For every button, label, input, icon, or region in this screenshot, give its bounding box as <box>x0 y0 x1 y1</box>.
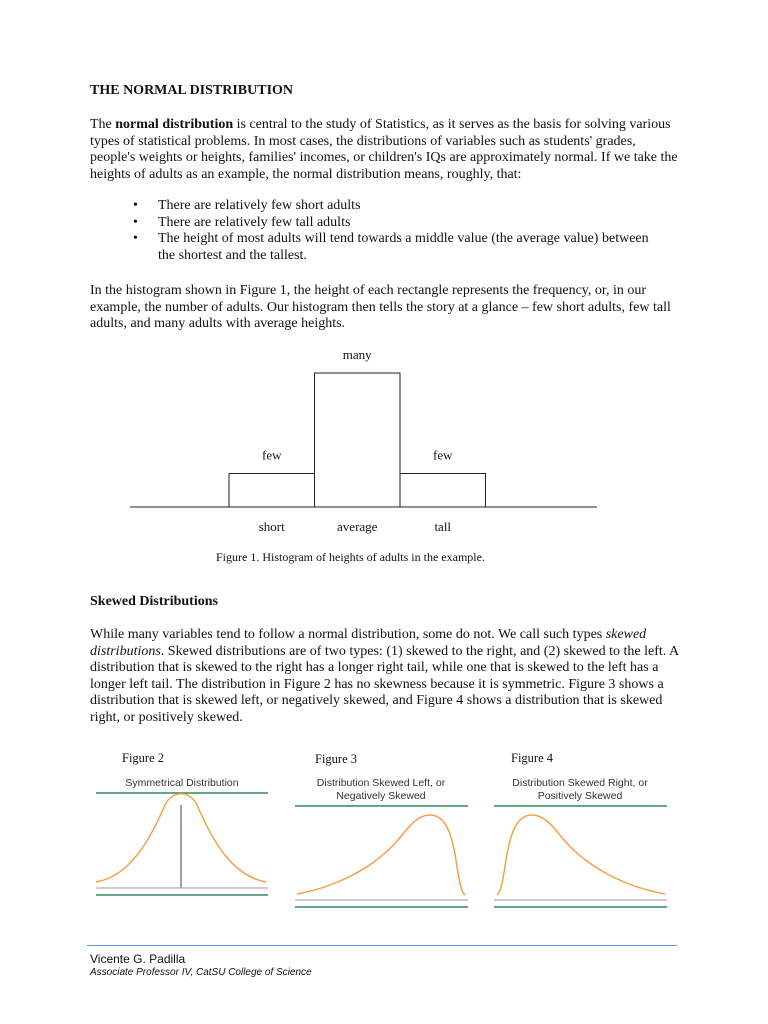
histogram-bar-label: few <box>262 447 282 463</box>
figure4-title-line1: Distribution Skewed Right, or <box>512 777 648 789</box>
figure2-title-line1: Symmetrical Distribution <box>125 777 239 789</box>
footer-name: Vicente G. Padilla <box>90 952 186 966</box>
page-title: THE NORMAL DISTRIBUTION <box>90 83 294 98</box>
skewed-heading: Skewed Distributions <box>90 594 218 609</box>
histogram-bar-label: few <box>433 447 453 463</box>
skewed-term: skewed distributions <box>90 627 647 659</box>
figure3-label: Figure 3 <box>315 752 358 766</box>
figure2-label: Figure 2 <box>122 751 165 765</box>
figure4-curve <box>497 815 665 895</box>
list-item: • There are relatively few tall adults <box>130 215 650 232</box>
intro-lead: The <box>90 117 116 132</box>
histogram-category-label: tall <box>434 519 452 534</box>
intro-rest: is central to the study of Statistics, as it serves as the basis for solving various types of statistical problems. In most cases, the distributions of variables such as students' grades, people's weights or heights, families' incomes, or children's IQs are approximately normal. If we take the heights of adults as an example, the normal distribution means, roughly, that: <box>90 117 678 182</box>
skewed-p1: While many variables tend to follow a normal distribution, some do not. We call such types <box>90 627 606 642</box>
histogram-paragraph: In the histogram shown in Figure 1, the height of each rectangle represents the frequency, or, in our example, the number of adults. Our histogram then tells the story at a glance – few short adults, few tall adults, and many adults with average heights. <box>90 283 671 331</box>
figure3-title-line2: Negatively Skewed <box>336 790 426 802</box>
figure1-caption: Figure 1. Histogram of heights of adults in the example. <box>216 550 485 564</box>
figure3-curve <box>297 815 465 895</box>
footer-role: Associate Professor IV, CatSU College of Science <box>90 967 312 978</box>
histogram-category-label: average <box>337 519 378 534</box>
list-item: • The height of most adults will tend towards a middle value (the average value) between the shortest and the tallest. <box>130 231 650 264</box>
intro-term: normal distribution <box>115 117 234 132</box>
histogram-bar-label: many <box>342 347 372 362</box>
figure4-label: Figure 4 <box>511 751 554 765</box>
figure3-title-line1: Distribution Skewed Left, or <box>316 777 446 789</box>
histogram-category-label: short <box>258 519 285 534</box>
footer-rule <box>87 945 677 946</box>
list-item: • There are relatively few short adults <box>130 198 650 215</box>
skewed-p2: . Skewed distributions are of two types: (1) skewed to the right, and (2) skewed to the left. A distribution that is skewed to the right has a longer right tail, while one that is skewed to the left has a longer left tail. The distribution in Figure 2 has no skewness because it is symmetric. Figure 3 shows a distribution that is skewed left, or negatively skewed, and Figure 4 shows a distribution that is skewed right, or positively skewed. <box>90 643 679 725</box>
figure4-title-line2: Positively Skewed <box>537 790 623 802</box>
